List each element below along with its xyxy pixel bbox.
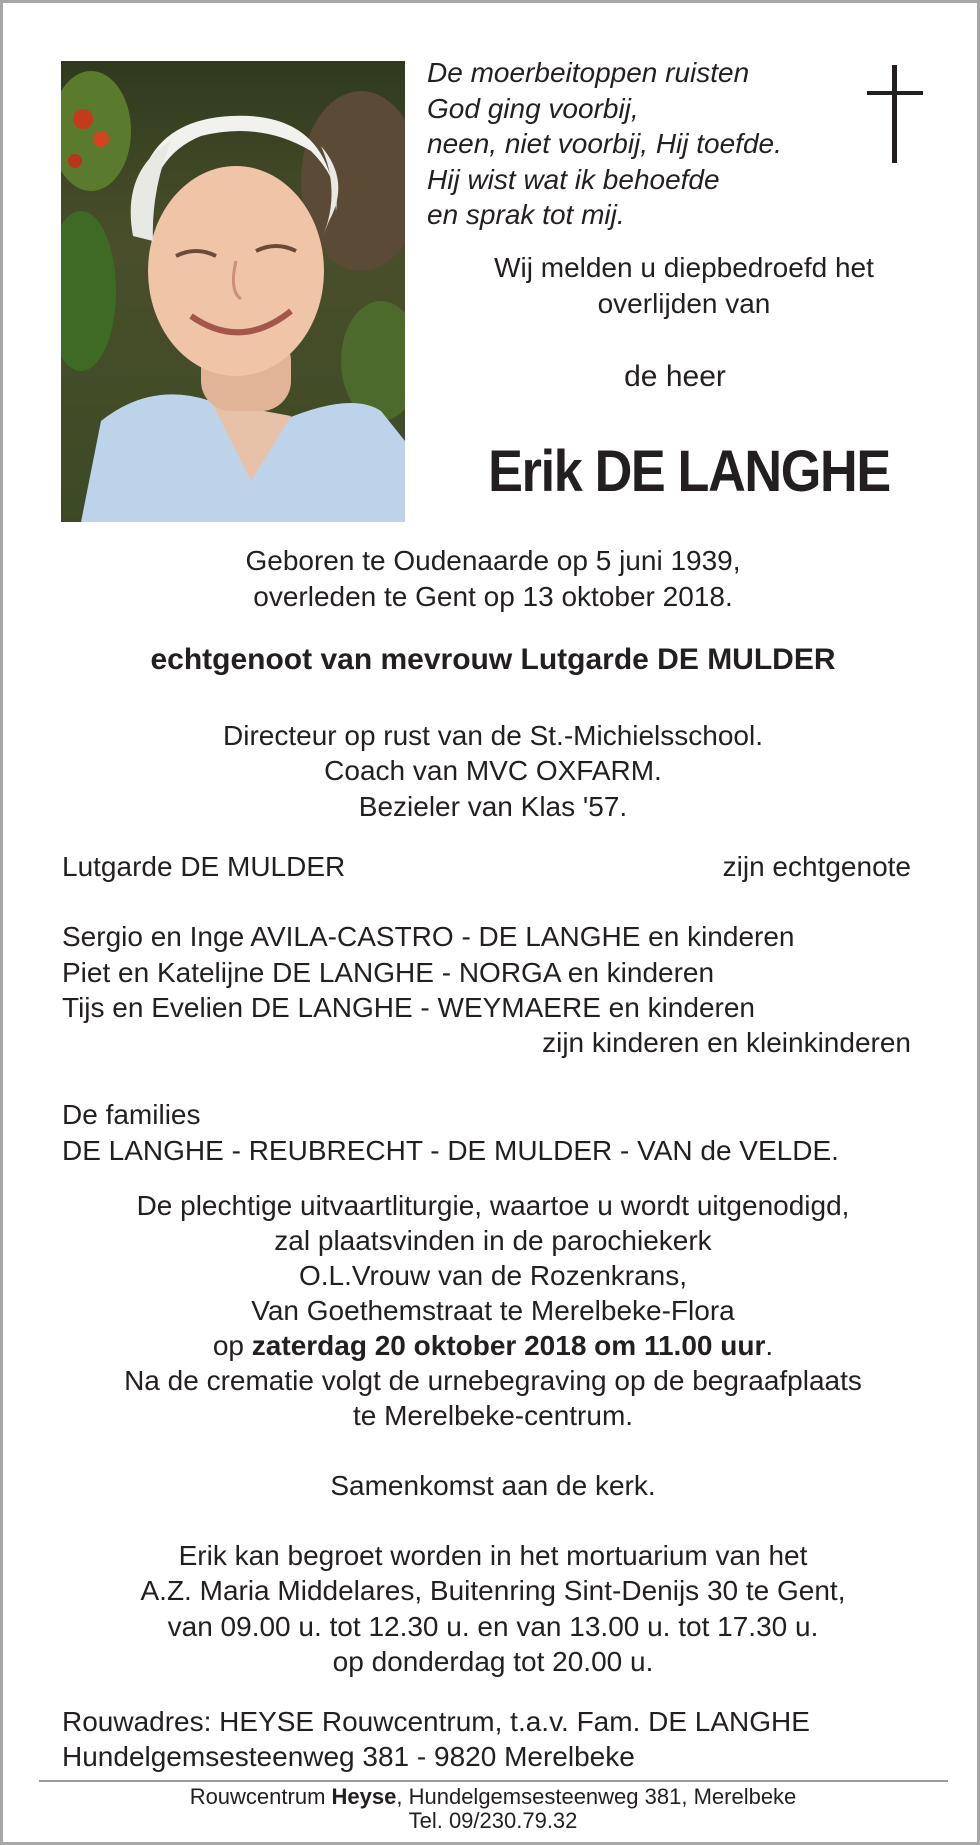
birth-line: Geboren te Oudenaarde op 5 juni 1939,	[245, 545, 741, 576]
gathering: Samenkomst aan de kerk.	[330, 1470, 656, 1501]
ceremony-line: O.L.Vrouw van de Rozenkrans,	[298, 1260, 688, 1291]
footer-brand: Heyse	[331, 1784, 397, 1809]
child-family: Tijs en Evelien DE LANGHE - WEYMAERE en kinderen	[62, 992, 755, 1023]
children-relation: zijn kinderen en kleinkinderen	[542, 1027, 911, 1058]
poem-line: en sprak tot mij.	[427, 199, 625, 230]
spouse-line: echtgenoot van mevrouw Lutgarde DE MULDER	[150, 643, 836, 676]
footer-prefix: Rouwcentrum	[189, 1784, 332, 1809]
address-line: Hundelgemsesteenweg 381 - 9820 Merelbeke	[62, 1741, 635, 1772]
poem-line: neen, niet voorbij, Hij toefde.	[427, 128, 782, 159]
address-line: Rouwadres: HEYSE Rouwcentrum, t.a.v. Fam. DE LANGHE	[62, 1706, 810, 1737]
deceased-name: Erik DE LANGHE	[488, 439, 890, 504]
families-list: DE LANGHE - REUBRECHT - DE MULDER - VAN de VELDE.	[62, 1135, 839, 1166]
ceremony-line: De plechtige uitvaartliturgie, waartoe u wordt uitgenodigd,	[136, 1190, 850, 1221]
wife-relation: zijn echtgenote	[722, 851, 911, 882]
visitation-line: van 09.00 u. tot 12.30 u. en van 13.00 u. tot 17.30 u.	[167, 1611, 819, 1642]
child-family: Sergio en Inge AVILA-CASTRO - DE LANGHE en kinderen	[62, 921, 795, 952]
footer-phone: Tel. 09/230.79.32	[408, 1808, 578, 1833]
visitation-line: A.Z. Maria Middelares, Buitenring Sint-Denijs 30 te Gent,	[140, 1575, 846, 1606]
footer-divider	[39, 1780, 948, 1782]
ceremony-date: zaterdag 20 oktober 2018 om 11.00 uur	[251, 1330, 766, 1361]
role-line: Directeur op rust van de St.-Michielsschool.	[223, 720, 763, 751]
ceremony-line: Na de crematie volgt de urnebegraving op de begraafplaats	[124, 1365, 862, 1396]
poem-line: God ging voorbij,	[427, 92, 639, 124]
ceremony-date-line	[3, 1328, 980, 1364]
footer-line	[3, 1785, 980, 1809]
poem-line: De moerbeitoppen ruisten	[427, 57, 750, 88]
wife-name: Lutgarde DE MULDER	[62, 851, 346, 882]
announcement-line: overlijden van	[597, 287, 771, 319]
ceremony-date-prefix: op	[212, 1330, 252, 1361]
ceremony-line: te Merelbeke-centrum.	[352, 1400, 634, 1431]
role-line: Coach van MVC OXFARM.	[324, 755, 662, 786]
poem	[427, 55, 867, 233]
role-line: Bezieler van Klas '57.	[358, 791, 628, 822]
visitation-line: Erik kan begroet worden in het mortuarium van het	[178, 1540, 808, 1571]
salutation: de heer	[624, 360, 726, 393]
death-line: overleden te Gent op 13 oktober 2018.	[253, 581, 733, 612]
footer-suffix: , Hundelgemsesteenweg 381, Merelbeke	[396, 1784, 797, 1809]
child-family: Piet en Katelijne DE LANGHE - NORGA en kinderen	[62, 957, 715, 988]
poem-line: Hij wist wat ik behoefde	[427, 163, 720, 195]
ceremony-line: Van Goethemstraat te Merelbeke-Flora	[251, 1295, 735, 1326]
ceremony-date-suffix: .	[765, 1330, 774, 1361]
portrait-illustration	[61, 61, 405, 522]
cross-icon	[867, 65, 923, 163]
ceremony-line: zal plaatsvinden in de parochiekerk	[274, 1225, 712, 1256]
visitation-line: op donderdag tot 20.00 u.	[332, 1646, 654, 1677]
portrait-photo	[61, 61, 405, 522]
announcement-line: Wij melden u diepbedroefd het	[494, 252, 874, 283]
announcement	[427, 250, 941, 321]
families-label: De families	[62, 1099, 201, 1130]
